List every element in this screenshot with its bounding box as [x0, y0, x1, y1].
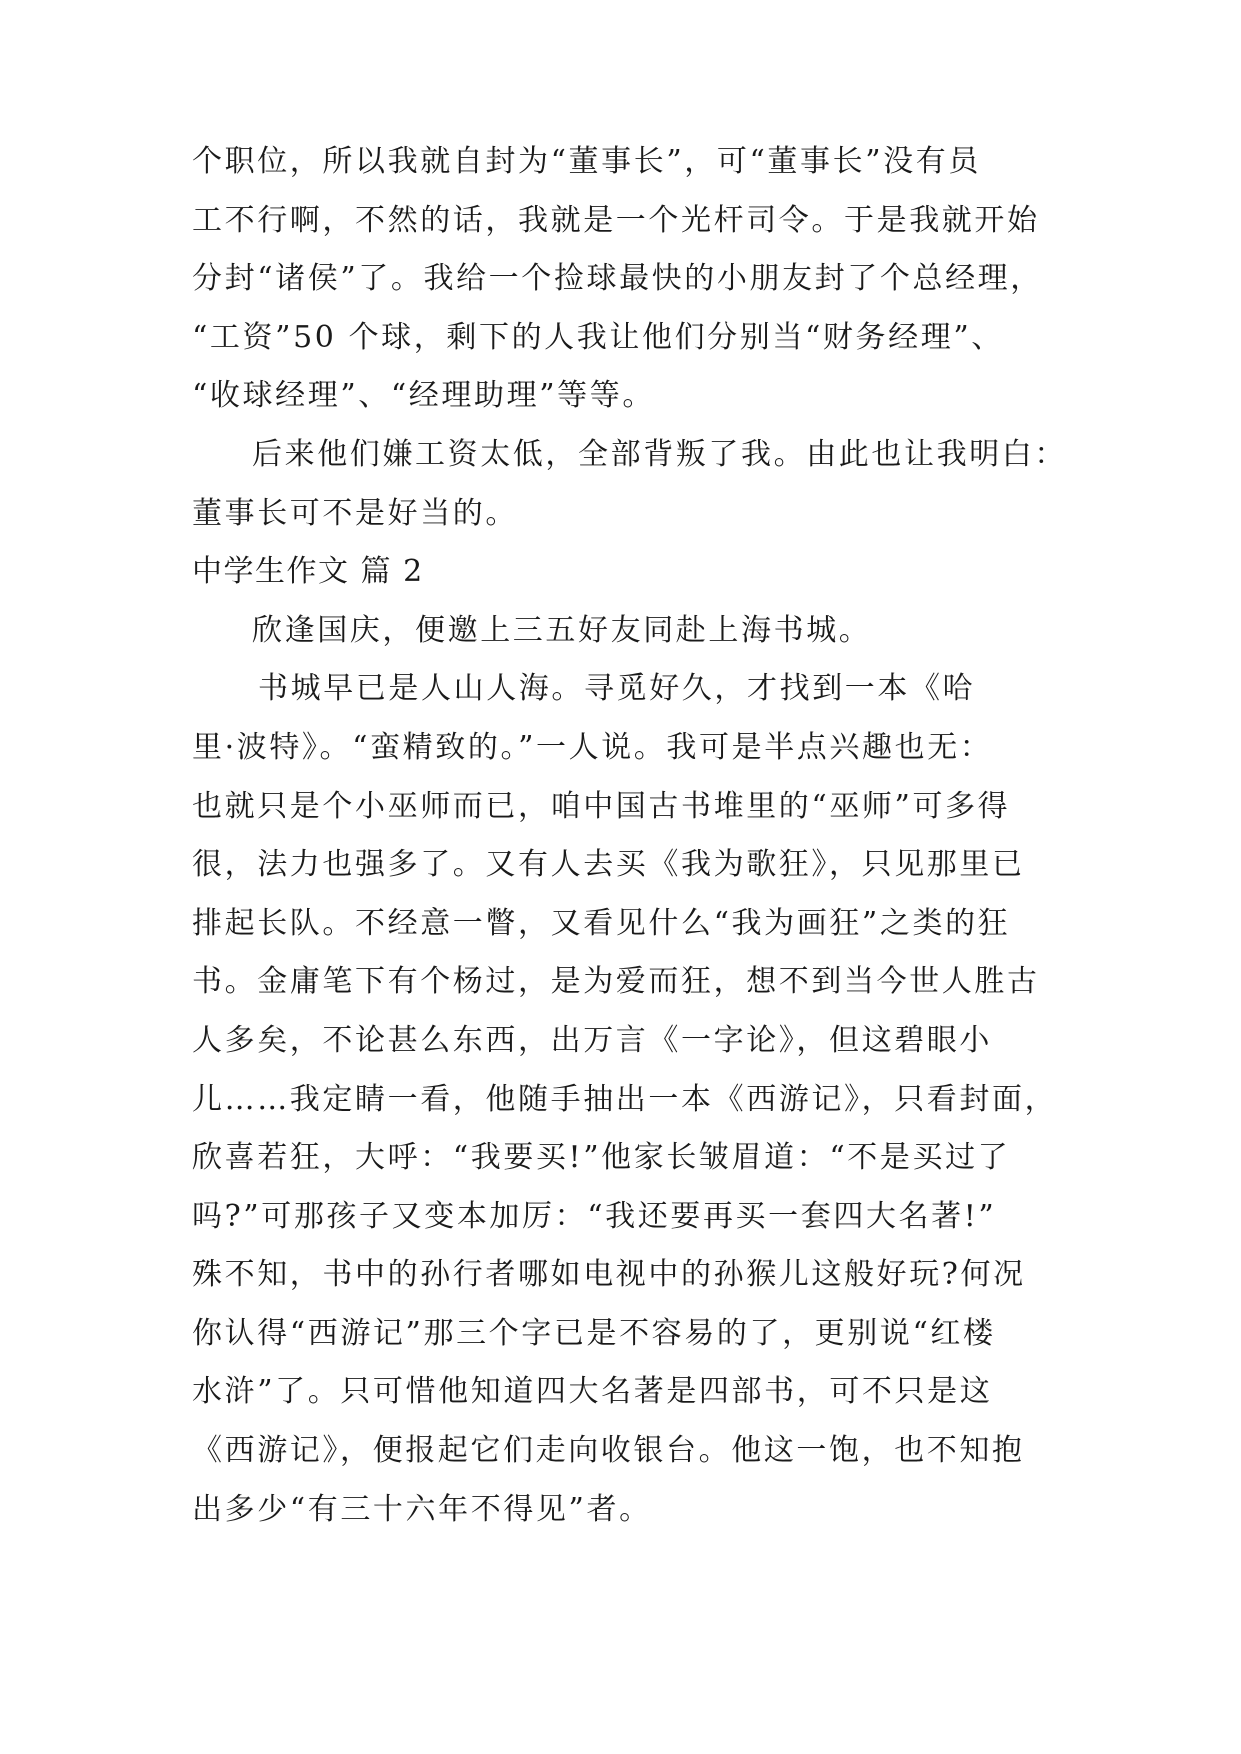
- text-line: “收球经理”、“经理助理”等等。: [192, 378, 655, 414]
- text-line: 里·波特》。“蛮精致的。”一人说。我可是半点兴趣也无：: [192, 729, 993, 765]
- paragraph: [192, 426, 1072, 543]
- text-line: 欣喜若狂，大呼：“我要买!”他家长皱眉道：“不是买过了: [192, 1140, 1011, 1176]
- text-line: 人多矣，不论甚么东西，出万言《一字论》，但这碧眼小: [192, 1022, 992, 1058]
- text-line: 殊不知，书中的孙行者哪如电视中的孙猴儿这般好玩?何况: [192, 1257, 1026, 1293]
- text-line: 工不行啊，不然的话，我就是一个光杆司令。于是我就开始: [192, 202, 1040, 238]
- document-body: [192, 133, 1072, 1539]
- text-line: 个职位，所以我就自封为“董事长”，可“董事长”没有员: [192, 144, 981, 179]
- text-line: 董事长可不是好当的。: [192, 495, 518, 531]
- text-line: 《西游记》，便报起它们走向收银台。他这一饱，也不知抱: [192, 1433, 1025, 1469]
- text-line: 排起长队。不经意一瞥，又看见什么“我为画狂”之类的狂: [192, 905, 1011, 941]
- text-line: 欣逢国庆，便邀上三五好友同赴上海书城。: [252, 612, 872, 648]
- text-line: 书。金庸笔下有个杨过，是为爱而狂，想不到当今世人胜古: [192, 964, 1040, 1000]
- text-line: 你认得“西游记”那三个字已是不容易的了，更别说“红楼: [192, 1315, 996, 1351]
- text-line: 水浒”了。只可惜他知道四大名著是四部书，可不只是这: [192, 1374, 993, 1410]
- text-line: “工资”50 个球，剩下的人我让他们分别当“财务经理”、: [192, 319, 1004, 355]
- text-line: 出多少“有三十六年不得见”者。: [192, 1491, 652, 1527]
- paragraph: [192, 602, 1072, 661]
- text-line: 也就只是个小巫师而已，咱中国古书堆里的“巫师”可多得: [192, 788, 1011, 824]
- text-line: 很，法力也强多了。又有人去买《我为歌狂》，只见那里已: [192, 847, 1025, 883]
- paragraph-continued: [192, 133, 1072, 426]
- text-line: 吗?”可那孩子又变本加厉：“我还要再买一套四大名著!”: [192, 1198, 997, 1234]
- text-line: 儿……我定睛一看，他随手抽出一本《西游记》，只看封面，: [192, 1081, 1058, 1117]
- paragraph: [192, 660, 1072, 1539]
- section-heading: 中学生作文 篇 2: [192, 554, 424, 590]
- text-line: 书城早已是人山人海。寻觅好久，才找到一本《哈: [258, 671, 976, 707]
- text-line: 分封“诸侯”了。我给一个捡球最快的小朋友封了个总经理，: [192, 261, 1043, 297]
- text-line: 后来他们嫌工资太低，全部背叛了我。由此也让我明白：: [252, 436, 1067, 472]
